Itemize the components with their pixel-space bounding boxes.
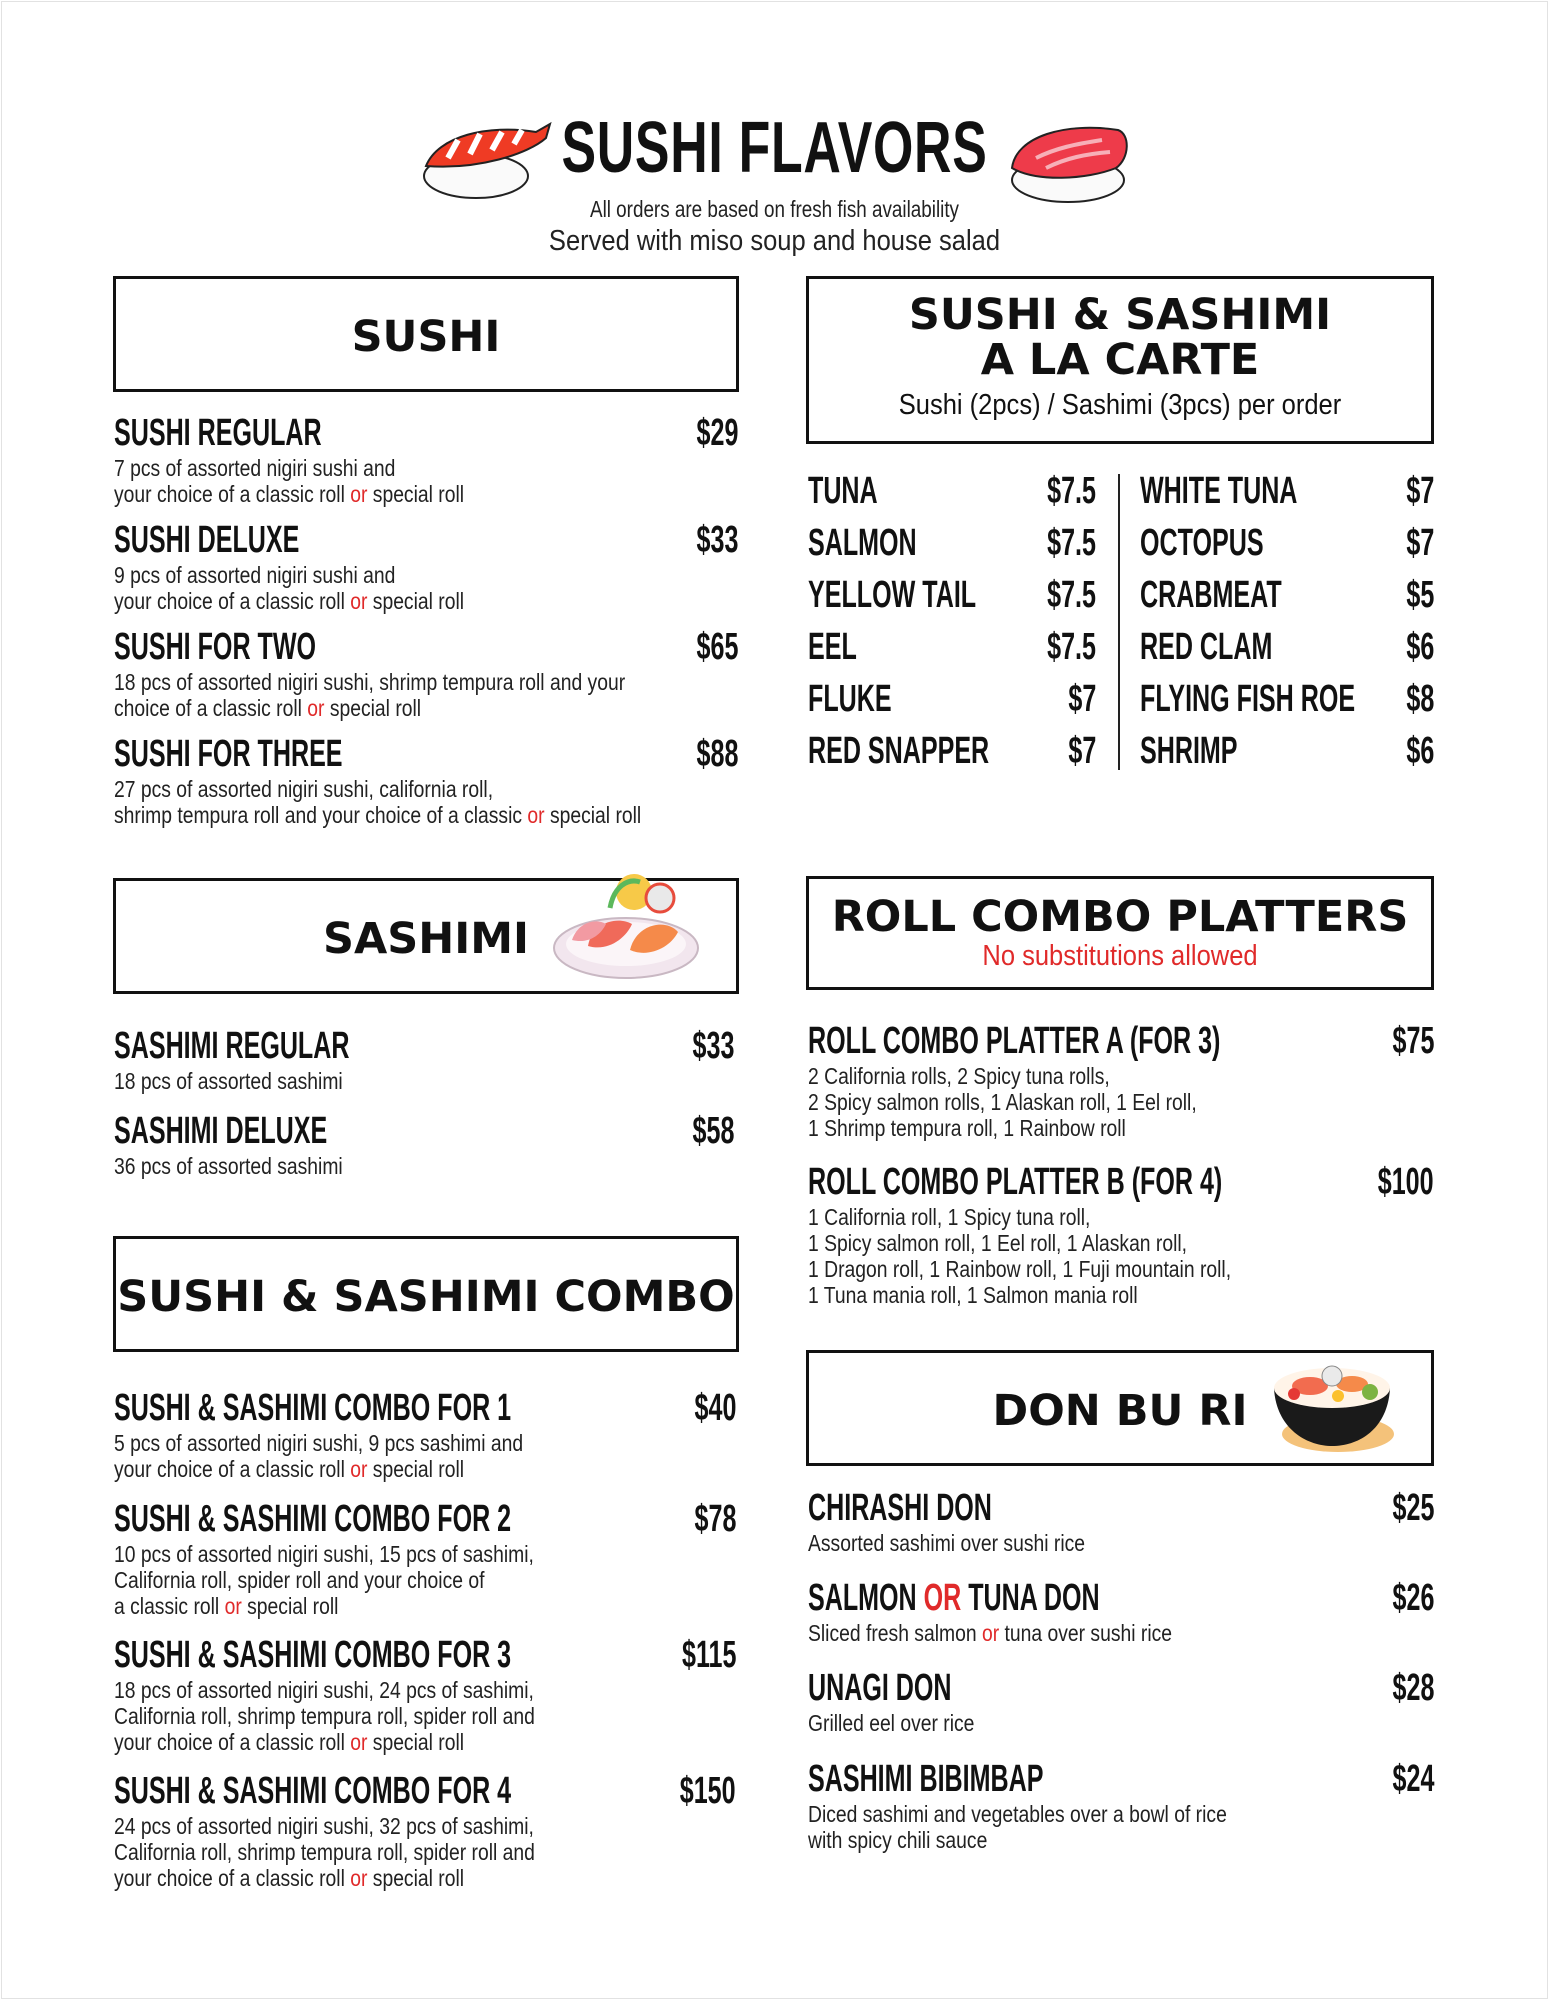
item-price: $150 — [680, 1770, 736, 1812]
menu-item — [808, 1489, 1434, 1556]
item-name: ROLL COMBO PLATTER B (FOR 4) — [808, 1161, 1223, 1203]
item-description: 7 pcs of assorted nigiri sushi and your choice of a classic roll or special roll — [114, 454, 465, 507]
item-description: 36 pcs of assorted sashimi — [114, 1152, 343, 1179]
sushi-section-header — [113, 276, 739, 392]
alacarte-divider — [1118, 474, 1120, 770]
sashimi-section-title: SASHIMI — [323, 914, 529, 964]
item-name: SUSHI REGULAR — [114, 412, 322, 454]
item-description: 24 pcs of assorted nigiri sushi, 32 pcs of sashimi, California roll, shrimp tempura roll, spider roll and your choice of a classic roll or special roll — [114, 1812, 535, 1891]
menu-item — [114, 1389, 736, 1482]
menu-item — [114, 414, 738, 507]
menu-title: SUSHI FLAVORS — [561, 108, 988, 188]
item-price: $58 — [692, 1110, 734, 1152]
sushi-section-title: SUSHI — [351, 312, 501, 362]
menu-item — [114, 1500, 736, 1619]
menu-item — [114, 1772, 736, 1891]
item-price: $33 — [696, 519, 738, 561]
item-price: $65 — [696, 626, 738, 668]
item-price: $78 — [694, 1498, 736, 1540]
item-name: ROLL COMBO PLATTER A (FOR 3) — [808, 1020, 1221, 1062]
item-description: 18 pcs of assorted sashimi — [114, 1067, 343, 1094]
menu-subtitle-served: Served with miso soup and house salad — [548, 225, 1001, 257]
item-name: SUSHI & SASHIMI COMBO FOR 3 — [114, 1634, 512, 1676]
item-name: SALMON OR TUNA DON — [808, 1577, 1100, 1619]
menu-item — [808, 1669, 1434, 1736]
alacarte-row: EEL $7.5 — [808, 626, 1096, 668]
alacarte-row: YELLOW TAIL $7.5 — [808, 574, 1096, 616]
combo-section-title: SUSHI & SASHIMI COMBO — [117, 1272, 735, 1322]
alacarte-subtitle: Sushi (2pcs) / Sashimi (3pcs) per order — [898, 389, 1342, 422]
menu-header — [0, 108, 1549, 258]
item-description: Grilled eel over rice — [808, 1709, 975, 1736]
alacarte-row: SALMON $7.5 — [808, 522, 1096, 564]
item-description: 9 pcs of assorted nigiri sushi and your choice of a classic roll or special roll — [114, 561, 465, 614]
item-name: UNAGI DON — [808, 1667, 952, 1709]
menu-subtitle-availability: All orders are based on fresh fish availability — [589, 196, 959, 222]
donburi-section-title: DON BU RI — [992, 1386, 1248, 1436]
alacarte-section-header — [806, 276, 1434, 444]
item-name: SASHIMI DELUXE — [114, 1110, 328, 1152]
alacarte-row: FLUKE $7 — [808, 678, 1096, 720]
item-price: $26 — [1392, 1577, 1434, 1619]
menu-item — [808, 1022, 1434, 1141]
item-name: SUSHI FOR THREE — [114, 733, 343, 775]
item-description: 18 pcs of assorted nigiri sushi, shrimp tempura roll and your choice of a classic roll or special roll — [114, 668, 626, 721]
item-description: 27 pcs of assorted nigiri sushi, california roll, shrimp tempura roll and your choice of a classic or special roll — [114, 775, 642, 828]
item-description: 2 California rolls, 2 Spicy tuna rolls, 2 Spicy salmon rolls, 1 Alaskan roll, 1 Eel roll, 1 Shrimp tempura roll, 1 Rainbow roll — [808, 1062, 1197, 1141]
item-price: $75 — [1392, 1020, 1434, 1062]
platters-subtitle: No substitutions allowed — [982, 940, 1258, 973]
alacarte-row: FLYING FISH ROE $8 — [1140, 678, 1434, 720]
item-price: $40 — [694, 1387, 736, 1429]
item-price: $88 — [696, 733, 738, 775]
sashimi-plate-icon — [548, 862, 704, 986]
item-description: 10 pcs of assorted nigiri sushi, 15 pcs of sashimi, California roll, spider roll and your choice of a classic roll or special roll — [114, 1540, 534, 1619]
menu-item — [114, 1027, 734, 1094]
item-price: $29 — [696, 412, 738, 454]
alacarte-title-line2: A LA CARTE — [980, 335, 1260, 386]
alacarte-row: CRABMEAT $5 — [1140, 574, 1434, 616]
item-description: Sliced fresh salmon or tuna over sushi rice — [808, 1619, 1173, 1646]
item-name: SUSHI & SASHIMI COMBO FOR 4 — [114, 1770, 512, 1812]
item-price: $24 — [1392, 1758, 1434, 1800]
item-name: SUSHI DELUXE — [114, 519, 300, 561]
item-name: SUSHI & SASHIMI COMBO FOR 2 — [114, 1498, 512, 1540]
item-price: $33 — [692, 1025, 734, 1067]
combo-section-header — [113, 1236, 739, 1352]
alacarte-title-line1: SUSHI & SASHIMI — [908, 290, 1332, 340]
alacarte-row: SHRIMP $6 — [1140, 730, 1434, 772]
item-name: CHIRASHI DON — [808, 1487, 992, 1529]
item-price: $115 — [681, 1634, 736, 1676]
menu-item — [114, 1112, 734, 1179]
donburi-bowl-icon — [1266, 1346, 1400, 1458]
item-name: SUSHI & SASHIMI COMBO FOR 1 — [114, 1387, 512, 1429]
menu-item — [114, 735, 738, 828]
item-name: SASHIMI REGULAR — [114, 1025, 350, 1067]
platters-section-title: ROLL COMBO PLATTERS — [831, 892, 1409, 942]
item-name: SASHIMI BIBIMBAP — [808, 1758, 1044, 1800]
alacarte-row: RED CLAM $6 — [1140, 626, 1434, 668]
alacarte-row: RED SNAPPER $7 — [808, 730, 1096, 772]
item-description: 1 California roll, 1 Spicy tuna roll, 1 Spicy salmon roll, 1 Eel roll, 1 Alaskan roll, 1 Dragon roll, 1 Rainbow roll, 1 Fuji mountain roll, 1 Tuna mania roll, 1 Salmon mania roll — [808, 1203, 1232, 1308]
menu-item — [808, 1579, 1434, 1646]
alacarte-row: OCTOPUS $7 — [1140, 522, 1434, 564]
menu-item — [808, 1163, 1434, 1308]
menu-item — [114, 1636, 736, 1755]
item-price: $28 — [1392, 1667, 1434, 1709]
item-price: $25 — [1392, 1487, 1434, 1529]
menu-item — [114, 521, 738, 614]
menu-item — [808, 1760, 1434, 1853]
item-name: SUSHI FOR TWO — [114, 626, 317, 668]
menu-item — [114, 628, 738, 721]
item-description: 18 pcs of assorted nigiri sushi, 24 pcs of sashimi, California roll, shrimp tempura roll, spider roll and your choice of a classic roll or special roll — [114, 1676, 535, 1755]
alacarte-row: WHITE TUNA $7 — [1140, 470, 1434, 512]
item-description: 5 pcs of assorted nigiri sushi, 9 pcs sashimi and your choice of a classic roll or special roll — [114, 1429, 524, 1482]
item-description: Diced sashimi and vegetables over a bowl of rice with spicy chili sauce — [808, 1800, 1227, 1853]
item-price: $100 — [1378, 1161, 1434, 1203]
item-description: Assorted sashimi over sushi rice — [808, 1529, 1086, 1556]
platters-section-header — [806, 876, 1434, 990]
alacarte-row: TUNA $7.5 — [808, 470, 1096, 512]
